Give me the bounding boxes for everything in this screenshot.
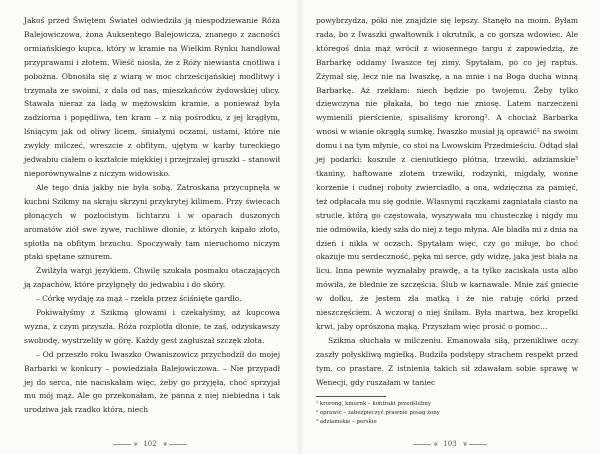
ornament-right-icon: ❦: [163, 441, 187, 448]
folio-number: 102: [143, 440, 157, 448]
footnote: ² oprawić – zabezpieczyć prawnie posag żony: [316, 410, 440, 416]
paragraph: – Od przeszło roku Iwaszko Owaniszowicz przychodził do mojej Barbarki w konkury – powiedziała Balejowiczowa. – Nie przypadł jej do serca, nie naciskałam więc, żeby go przyjęła, choć sprzyjał mu mój mąż. Ale go przekonałam, że panna z niej niebiedna i tak urodziwa jak rzadko która, niech: [24, 349, 280, 415]
page-number-left: [0, 440, 300, 448]
footnote: ³ adziamskie – perskie: [316, 419, 377, 425]
paragraph: powybrzydza, póki nie znajdzie się lepszy. Stanęło na moim. Byłam rada, bo z Iwaszki gwałtownik i okrutnik, a co gorsza wdowiec. Ale któregoś dnia mąż wrócił z wiosennego targu z zapowiedzią, że Barbarkę oddamy Iwaszce tej zimy. Spytałam, po co jej raptus. Zżymał się, lecz nie na Iwaszkę, a na mnie i na Boga ducha winną Barbarkę. Aż rzekłam: niech będzie po twojemu. Żeby tylko dziewczyna nie płakała, bo tego nie zniosę. Latem narzeczeni wymienili pierścienie, spisaliśmy krorong¹. A chociaż Barbarka wnosi w wianie okrągłą sumkę, Iwaszko musiał ją oprawić² na swoim domu i na tym młynie, co stoi na Lwowskim Przedmieściu. Odtąd słał jej podarki: koszule z cieniutkiego płótna, trzewiki, adziamskie³ tkaniny, haftowane złotem trzewiki, rodzynki, migdały, wonne korzenie i cudnej roboty zwierciadło, a ona, wdzięczna za pamięć, też odpłacała mu się godnie. Własnymi rączkami zagniatała ciasto na strucle, którą go częstowała, wyszywała mu chusteczkę i nigdy mu nie odmówiła, kiedy szła do niej z tego młyna. Ale bladła mi z dnia na dzień i nikła w oczach. Spytałam więc, czy go miłuje, bo choć okazuje mu serdeczność, pęka mi serce, gdy widzę, jaka jest biała na licu. Inna pewnie wyznałaby prawdę, a ta tylko zaciskała usta albo mówiła, że blednie ze szczęścia. Ślub w karnawale. Mnie zaś gniecie w dołku, że jestem zła matką i że nie ratuję córki przed nieszczęściem. A wczoraj o niej śniłam. Była martwa, bez kropelki krwi, jaby oprószona mąką. Przyszłam więc prosić o pomoc…: [316, 16, 578, 331]
page-number-right: [300, 440, 600, 448]
paragraph: Szikma słuchała w milczeniu. Emanowała siłą, przenikliwe oczy zaszły połyskliwą mgiełką. Budziła podstępy strachem respekt przed tym, co prastare. Z istnienia takich sił zdawałam sobie sprawę w Wenecji, gdy ruszałam w taniec: [316, 335, 578, 387]
ornament-left-icon: ❦: [413, 441, 437, 448]
paragraph: Pokiwałyśmy z Szikmą głowami i czekałyśmy, aż kupcowa wyzna, z czym przyszła. Róża rozplotła dłonie, te zaś, odzyskawszy swobodę, wystrzeliły w górę. Każdy gest zagłuszał szczęk złota.: [24, 308, 280, 345]
footnote: ¹ krorong, kmurnk – kontrakt przedślubny: [316, 401, 431, 407]
paragraph: Ale tego dnia jakby nie była sobą. Zatroskana przycupnęła w kuchni Szikmy na skraju skrzyni przykrytej kilimem. Przy świecach płonących w pozłocistym lichtarzu i w oparach duszonych aromatów ziół swe żywe, ruchliwe dłonie, z których kapało złoto, splotła na obfitym brzuchu. Spoczywały tam nieruchomo niczym ptaki spętane sznurem.: [24, 182, 280, 262]
right-page: [300, 0, 600, 454]
footnote-rule: [316, 396, 386, 397]
ornament-right-icon: ❦: [463, 441, 487, 448]
paragraph: Jakoś przed Świętem Świateł odwiedziła ją niespodziewanie Róża Balejowiczowa, żona Auksentego Balejowicza, znanego z zacności ormiańskiego kupca, który w kramie na Wielkim Rynku handlował przyprawami i złotem. Wieść niosła, że z Róży niewiasta cnotliwa i pobożna. Obnosiła się z wiarą w moc chrześcijańskiej modlitwy i trzymała ze swoimi, z dala od nas, mieszkańców żydowskiej ulicy. Stawała nieraz za ladą w mężowskim kramie, a ponieważ była zadziorna i popędliwa, ten kram – z nią pośrodku, z jej krągłym, lśniącym jak od oliwy licem, śmiałymi oczami, ustami, które nie zwykły milczeć, wreszcie z obfitym, ujętym w karby tureckiego jedwabiu ciałem o kształcie miękkiej i przejrzałej gruszki – stanowił nieporównywalne z niczym widowisko.: [24, 16, 280, 178]
folio-number: 103: [443, 440, 457, 448]
paragraph: Zwilżyła wargi językiem. Chwilę szukała posmaku otaczających ją zapachów, które przylgnęły do jedwabiu i do skóry.: [24, 266, 280, 290]
paragraph: – Córkę wydaję za mąż – rzekła przez ściśnięte gardło.: [36, 294, 242, 304]
footnotes: [316, 396, 578, 427]
ornament-left-icon: ❦: [113, 441, 137, 448]
